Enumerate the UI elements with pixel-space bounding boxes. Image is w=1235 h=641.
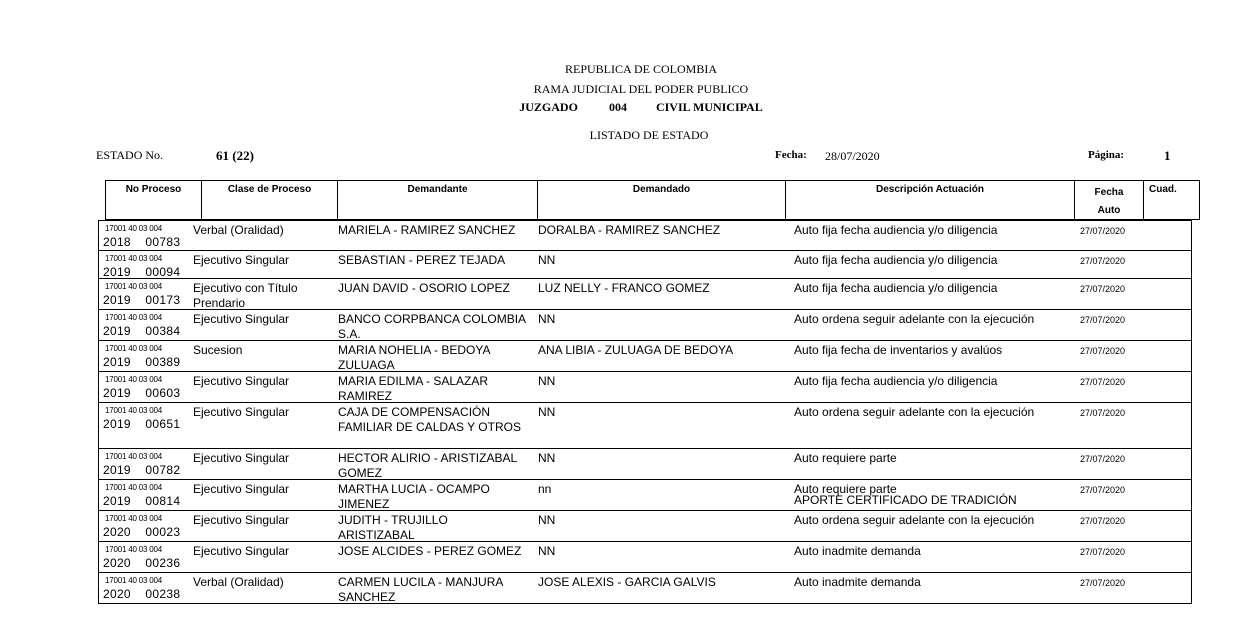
demandante: SEBASTIAN - PEREZ TEJADA — [338, 253, 506, 267]
demandante: JOSE ALCIDES - PEREZ GOMEZ — [338, 544, 522, 558]
pagina-value: 1 — [1164, 148, 1171, 163]
juzgado-type: CIVIL MUNICIPAL — [655, 100, 763, 114]
proceso-numero: 2019 00173 — [103, 293, 181, 307]
demandado: LUZ NELLY - FRANCO GOMEZ — [538, 281, 710, 295]
demandado: DORALBA - RAMIREZ SANCHEZ — [538, 223, 721, 237]
col-header-fecha-auto — [1075, 181, 1144, 219]
demandante: CAJA DE COMPENSACIÓN FAMILIAR DE CALDAS Y OTROS — [338, 405, 521, 434]
proceso-numero: 2020 00236 — [103, 556, 181, 570]
demandado: NN — [538, 253, 556, 267]
header-juzgado — [0, 100, 1235, 115]
clase-proceso: Verbal (Oralidad) — [193, 575, 284, 589]
proceso-numero: 2020 00023 — [103, 525, 181, 539]
table-body — [98, 220, 1192, 604]
proceso-radicado: 17001 40 03 004 — [105, 344, 163, 353]
descripcion-actuacion: Auto fija fecha audiencia y/o diligencia — [794, 223, 998, 237]
descripcion-actuacion: Auto requiere parte — [794, 451, 897, 465]
clase-proceso: Ejecutivo Singular — [193, 513, 290, 527]
pagina-label: Página: — [1088, 149, 1125, 161]
header-listado: LISTADO DE ESTADO — [589, 128, 709, 142]
col-header-proceso: No Proceso — [106, 181, 202, 219]
descripcion-actuacion: Auto fija fecha de inventarios y avalúos — [794, 343, 1003, 357]
proceso-radicado: 17001 40 03 004 — [105, 514, 163, 523]
demandante: MARTHA LUCIA - OCAMPO JIMENEZ — [338, 482, 490, 511]
fecha-value: 28/07/2020 — [825, 149, 880, 163]
header-republica: REPUBLICA DE COLOMBIA — [564, 62, 717, 76]
demandado: NN — [538, 544, 556, 558]
fecha-auto: 27/07/2020 — [1080, 547, 1126, 557]
proceso-radicado: 17001 40 03 004 — [105, 313, 163, 322]
clase-proceso: Sucesion — [193, 343, 243, 357]
fecha-auto: 27/07/2020 — [1080, 516, 1126, 526]
descripcion-actuacion: Auto ordena seguir adelante con la ejecución — [794, 513, 1035, 527]
proceso-numero: 2019 00384 — [103, 324, 181, 338]
proceso-numero: 2019 00389 — [103, 355, 181, 369]
demandado: nn — [538, 482, 552, 496]
proceso-radicado: 17001 40 03 004 — [105, 375, 163, 384]
demandado: NN — [538, 405, 556, 419]
table-row — [98, 449, 1192, 480]
proceso-numero: 2019 00094 — [103, 265, 181, 279]
fecha-auto: 27/07/2020 — [1080, 346, 1126, 356]
descripcion-actuacion-nota: APORTE CERTIFICADO DE TRADICIÓN — [794, 493, 1017, 507]
proceso-radicado: 17001 40 03 004 — [105, 282, 163, 291]
col-header-fecha: Fecha — [1094, 187, 1124, 198]
descripcion-actuacion: Auto ordena seguir adelante con la ejecución — [794, 312, 1035, 326]
col-header-demandante: Demandante — [338, 181, 538, 219]
demandado: ANA LIBIA - ZULUAGA DE BEDOYA — [538, 343, 734, 357]
proceso-radicado: 17001 40 03 004 — [105, 406, 163, 415]
fecha-auto: 27/07/2020 — [1080, 485, 1126, 495]
table-row — [98, 341, 1192, 372]
clase-proceso: Verbal (Oralidad) — [193, 223, 284, 237]
proceso-numero: 2019 00603 — [103, 386, 181, 400]
demandado: NN — [538, 513, 556, 527]
descripcion-actuacion: Auto fija fecha audiencia y/o diligencia — [794, 374, 998, 388]
demandante: MARIELA - RAMIREZ SANCHEZ — [338, 223, 516, 237]
col-header-demandado: Demandado — [538, 181, 786, 219]
table-row — [98, 220, 1192, 251]
fecha-auto: 27/07/2020 — [1080, 408, 1126, 418]
col-header-auto: Auto — [1097, 205, 1121, 216]
proceso-numero: 2019 00782 — [103, 463, 181, 477]
table-row — [98, 279, 1192, 310]
fecha-auto: 27/07/2020 — [1080, 315, 1126, 325]
col-header-descripcion: Descripción Actuación — [786, 181, 1075, 219]
demandante: JUDITH - TRUJILLO ARISTIZABAL — [338, 513, 448, 542]
clase-proceso: Ejecutivo Singular — [193, 451, 290, 465]
descripcion-actuacion: Auto requiere parte — [794, 482, 897, 496]
demandado: JOSE ALEXIS - GARCIA GALVIS — [538, 575, 716, 589]
proceso-radicado: 17001 40 03 004 — [105, 224, 163, 233]
fecha-auto: 27/07/2020 — [1080, 226, 1126, 236]
proceso-radicado: 17001 40 03 004 — [105, 545, 163, 554]
col-header-clase: Clase de Proceso — [202, 181, 338, 219]
juzgado-label: JUZGADO — [519, 100, 578, 114]
clase-proceso: Ejecutivo Singular — [193, 405, 290, 419]
descripcion-actuacion: Auto inadmite demanda — [794, 575, 921, 589]
table-row — [98, 480, 1192, 511]
header-rama-judicial: RAMA JUDICIAL DEL PODER PUBLICO — [533, 82, 749, 96]
table-row — [98, 310, 1192, 341]
descripcion-actuacion: Auto inadmite demanda — [794, 544, 921, 558]
estado-value: 61 (22) — [216, 148, 254, 163]
table-row — [98, 251, 1192, 279]
fecha-auto: 27/07/2020 — [1080, 454, 1126, 464]
juzgado-number: 004 — [608, 100, 627, 114]
clase-proceso: Ejecutivo Singular — [193, 312, 290, 326]
clase-proceso: Ejecutivo Singular — [193, 374, 290, 388]
demandante: JUAN DAVID - OSORIO LOPEZ — [338, 281, 510, 295]
table-row — [98, 542, 1192, 573]
col-header-cuad: Cuad. — [1149, 184, 1177, 195]
descripcion-actuacion: Auto fija fecha audiencia y/o diligencia — [794, 253, 998, 267]
table-row — [98, 403, 1192, 449]
demandante: CARMEN LUCILA - MANJURA SANCHEZ — [338, 575, 503, 604]
proceso-numero: 2019 00651 — [103, 417, 181, 431]
demandante: BANCO CORPBANCA COLOMBIA S.A. — [338, 312, 526, 341]
proceso-radicado: 17001 40 03 004 — [105, 452, 163, 461]
fecha-auto: 27/07/2020 — [1080, 284, 1126, 294]
table-row — [98, 372, 1192, 403]
table-row — [98, 511, 1192, 542]
descripcion-actuacion: Auto ordena seguir adelante con la ejecución — [794, 405, 1035, 419]
demandante: HECTOR ALIRIO - ARISTIZABAL GOMEZ — [338, 451, 517, 480]
table-row — [98, 573, 1192, 604]
demandado: NN — [538, 374, 556, 388]
proceso-radicado: 17001 40 03 004 — [105, 483, 163, 492]
proceso-radicado: 17001 40 03 004 — [105, 254, 163, 263]
proceso-numero: 2019 00814 — [103, 494, 181, 508]
proceso-numero: 2018 00783 — [103, 235, 181, 249]
demandado: NN — [538, 451, 556, 465]
estado-label: ESTADO No. — [96, 148, 164, 162]
proceso-numero: 2020 00238 — [103, 587, 181, 601]
clase-proceso: Ejecutivo Singular — [193, 482, 290, 496]
proceso-radicado: 17001 40 03 004 — [105, 576, 163, 585]
clase-proceso: Ejecutivo Singular — [193, 544, 290, 558]
demandante: MARIA EDILMA - SALAZAR RAMIREZ — [338, 374, 489, 403]
fecha-auto: 27/07/2020 — [1080, 256, 1126, 266]
clase-proceso: Ejecutivo con Título Prendario — [193, 281, 298, 310]
fecha-label: Fecha: — [775, 149, 807, 161]
clase-proceso: Ejecutivo Singular — [193, 253, 290, 267]
demandado: NN — [538, 312, 556, 326]
fecha-auto: 27/07/2020 — [1080, 578, 1126, 588]
descripcion-actuacion: Auto fija fecha audiencia y/o diligencia — [794, 281, 998, 295]
table-header — [105, 180, 1200, 220]
demandante: MARIA NOHELIA - BEDOYA ZULUAGA — [338, 343, 490, 372]
fecha-auto: 27/07/2020 — [1080, 377, 1126, 387]
